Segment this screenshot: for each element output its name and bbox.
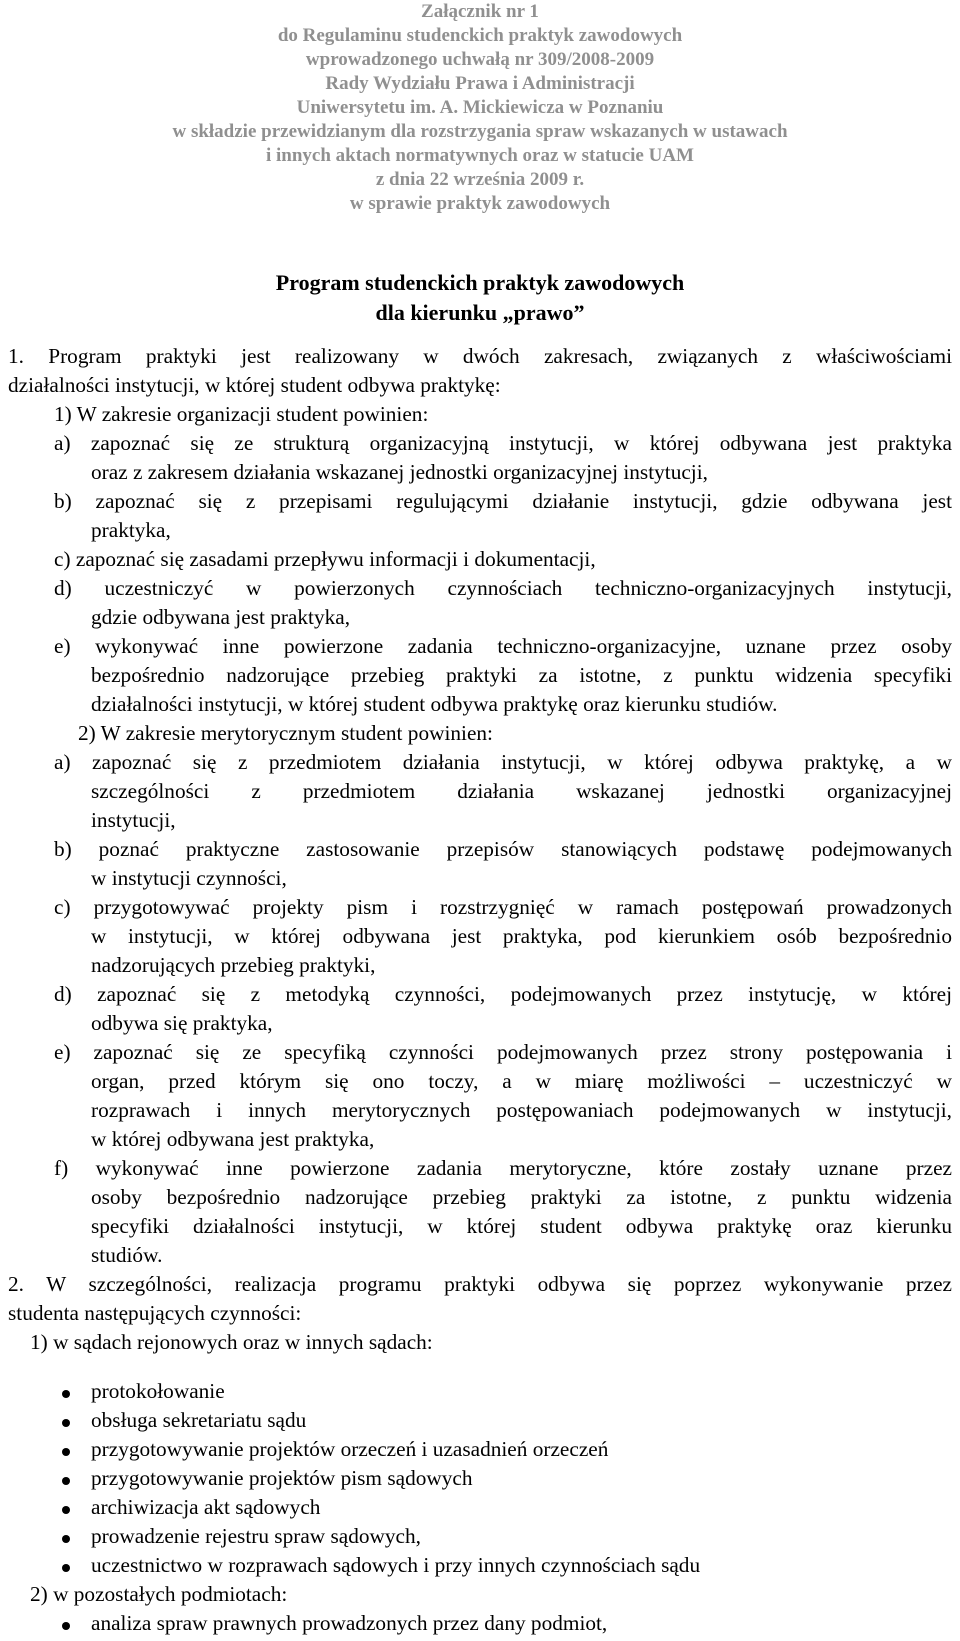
bullet-icon bbox=[62, 1535, 70, 1543]
list-item-line: b) zapoznać się z przepisami regulującymi działanie instytucji, gdzie odbywana jest bbox=[54, 489, 952, 513]
title-line-2: dla kierunku „prawo” bbox=[375, 300, 585, 325]
list-item-line: b) poznać praktyczne zastosowanie przepisów stanowiących podstawę podejmowanych bbox=[54, 837, 952, 861]
document-title bbox=[0, 268, 960, 328]
list-item-line: gdzie odbywana jest praktyka, bbox=[91, 605, 351, 629]
bullet-item: archiwizacja akt sądowych bbox=[91, 1495, 321, 1519]
list-item-line: d) uczestniczyć w powierzonych czynnościach techniczno-organizacyjnych instytucji, bbox=[54, 576, 952, 600]
list-item-line: osoby bezpośrednio nadzorujące przebieg praktyki za istotne, z punktu widzenia bbox=[91, 1185, 952, 1209]
list-item-line: a) zapoznać się ze strukturą organizacyjną instytucji, w której odbywana jest praktyka bbox=[54, 431, 952, 455]
list-item-line: specyfiki działalności instytucji, w której student odbywa praktykę oraz kierunku bbox=[91, 1214, 952, 1238]
section-2-line: 2. W szczególności, realizacja programu praktyki odbywa się poprzez wykonywanie przez bbox=[8, 1272, 952, 1296]
list-item-line: e) zapoznać się ze specyfiką czynności podejmowanych przez strony postępowania i bbox=[54, 1040, 952, 1064]
list-item-line: f) wykonywać inne powierzone zadania merytoryczne, które zostały uznane przez bbox=[54, 1156, 952, 1180]
list-item-line: szczególności z przedmiotem działania wskazanej jednostki organizacyjnej bbox=[91, 779, 952, 803]
list-item-line: odbywa się praktyka, bbox=[91, 1011, 273, 1035]
bullet-icon bbox=[62, 1622, 70, 1630]
bullet-item: uczestnictwo w rozprawach sądowych i przy innych czynnościach sądu bbox=[91, 1553, 701, 1577]
list-item-line: studiów. bbox=[91, 1243, 163, 1267]
header-line: Załącznik nr 1 bbox=[421, 1, 539, 22]
list-item-line: oraz z zakresem działania wskazanej jednostki organizacyjnej instytucji, bbox=[91, 460, 708, 484]
header-line: wprowadzonego uchwałą nr 309/2008-2009 bbox=[305, 49, 655, 70]
bullet-item: przygotowywanie projektów pism sądowych bbox=[91, 1466, 473, 1490]
bullet-icon bbox=[62, 1448, 70, 1456]
subsection-heading: 2) W zakresie merytorycznym student powinien: bbox=[78, 721, 493, 745]
list-item-line: d) zapoznać się z metodyką czynności, podejmowanych przez instytucję, w której bbox=[54, 982, 952, 1006]
header-line: do Regulaminu studenckich praktyk zawodowych bbox=[277, 25, 683, 46]
list-item-line: działalności instytucji, w której student odbywa praktykę oraz kierunku studiów. bbox=[91, 692, 778, 716]
bullet-icon bbox=[62, 1506, 70, 1514]
header-line: Uniwersytetu im. A. Mickiewicza w Poznaniu bbox=[296, 97, 664, 118]
list-item-line: w instytucji, w której odbywana jest praktyka, pod kierunkiem osób bezpośrednio bbox=[91, 924, 952, 948]
subsection-heading: 2) w pozostałych podmiotach: bbox=[30, 1582, 288, 1606]
bullet-item: analiza spraw prawnych prowadzonych przez dany podmiot, bbox=[91, 1611, 608, 1635]
list-item-line: a) zapoznać się z przedmiotem działania instytucji, w której odbywa praktykę, a w bbox=[54, 750, 952, 774]
list-item-line: instytucji, bbox=[91, 808, 176, 832]
header-line: i innych aktach normatywnych oraz w statucie UAM bbox=[265, 145, 694, 166]
body-line: studenta następujących czynności: bbox=[8, 1301, 302, 1325]
header-line: z dnia 22 września 2009 r. bbox=[375, 169, 585, 190]
list-item-line: w której odbywana jest praktyka, bbox=[91, 1127, 375, 1151]
bullet-icon bbox=[62, 1477, 70, 1485]
subsection-heading: 1) W zakresie organizacji student powinien: bbox=[54, 402, 429, 426]
list-item-line: nadzorujących przebieg praktyki, bbox=[91, 953, 376, 977]
list-item-line: c) zapoznać się zasadami przepływu informacji i dokumentacji, bbox=[54, 547, 596, 571]
bullet-item: protokołowanie bbox=[91, 1379, 225, 1403]
header-line: Rady Wydziału Prawa i Administracji bbox=[325, 73, 635, 94]
list-item-line: praktyka, bbox=[91, 518, 171, 542]
bullet-item: obsługa sekretariatu sądu bbox=[91, 1408, 307, 1432]
attachment-header bbox=[0, 0, 960, 216]
subsection-heading: 1) w sądach rejonowych oraz w innych sądach: bbox=[30, 1330, 433, 1354]
bullet-icon bbox=[62, 1390, 70, 1398]
body-line: działalności instytucji, w której student odbywa praktykę: bbox=[8, 373, 501, 397]
bullet-item: przygotowywanie projektów orzeczeń i uzasadnień orzeczeń bbox=[91, 1437, 609, 1461]
list-item-line: bezpośrednio nadzorujące przebieg praktyki za istotne, z punktu widzenia specyfiki bbox=[91, 663, 952, 687]
list-item-line: rozprawach i innych merytorycznych postępowaniach podejmowanych w instytucji, bbox=[91, 1098, 952, 1122]
list-item-line: c) przygotowywać projekty pism i rozstrzygnięć w ramach postępowań prowadzonych bbox=[54, 895, 952, 919]
bullet-item: prowadzenie rejestru spraw sądowych, bbox=[91, 1524, 421, 1548]
list-item-line: e) wykonywać inne powierzone zadania techniczno-organizacyjne, uznane przez osoby bbox=[54, 634, 952, 658]
header-line: w składzie przewidzianym dla rozstrzygania spraw wskazanych w ustawach bbox=[172, 121, 788, 142]
bullet-icon bbox=[62, 1564, 70, 1572]
list-item-line: organ, przed którym się ono toczy, a w miarę możliwości – uczestniczyć w bbox=[91, 1069, 952, 1093]
list-item-line: w instytucji czynności, bbox=[91, 866, 287, 890]
title-line-1: Program studenckich praktyk zawodowych bbox=[275, 270, 685, 295]
bullet-icon bbox=[62, 1419, 70, 1427]
section-1-line: 1. Program praktyki jest realizowany w dwóch zakresach, związanych z właściwościami bbox=[8, 344, 952, 368]
header-line: w sprawie praktyk zawodowych bbox=[349, 193, 611, 214]
